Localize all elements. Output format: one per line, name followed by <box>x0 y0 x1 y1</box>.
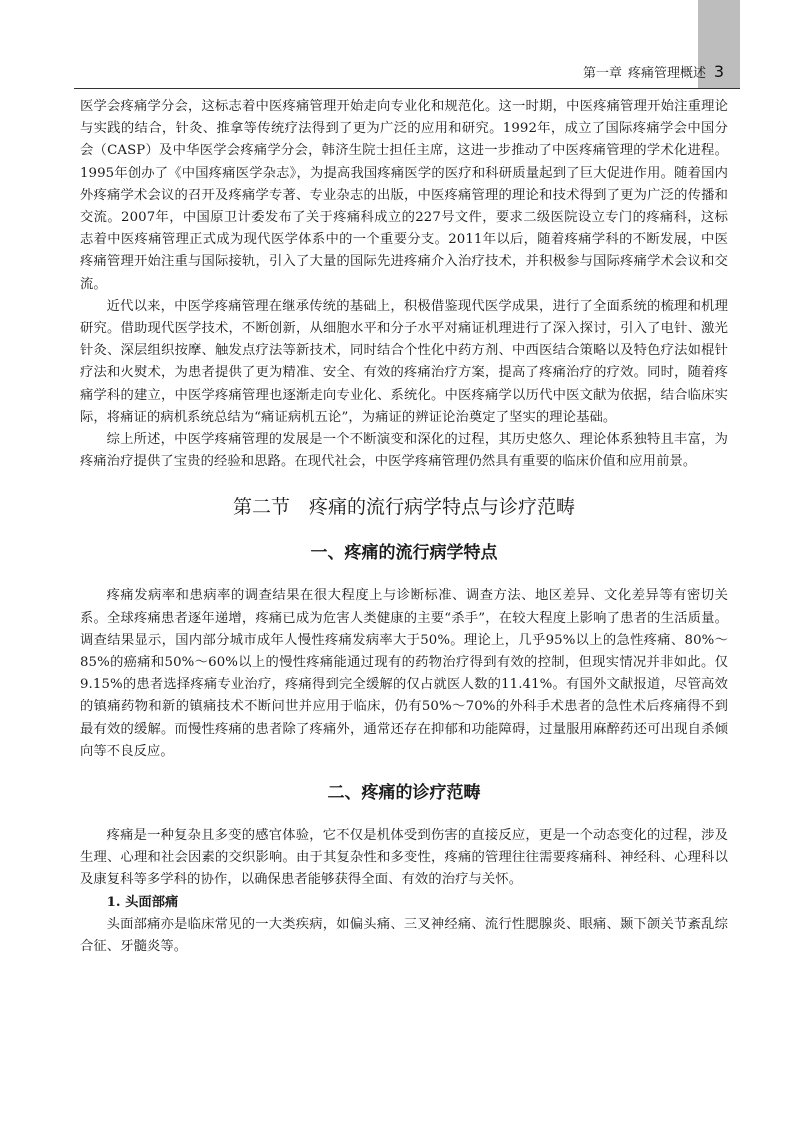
body-paragraph: 医学会疼痛学分会，这标志着中医疼痛管理开始走向专业化和规范化。这一时期，中医疼痛管理开始注重理论与实践的结合，针灸、推拿等传统疗法得到了更为广泛的应用和研究。1992年，成立了国际疼痛学会中国分会（CASP）及中华医学会疼痛学分会，韩济生院士担任主席，这进一步推动了中医疼痛管理的学术化进程。1995年创办了《中国疼痛医学杂志》，为提高我国疼痛医学的医疗和科研质量起到了巨大促进作用。随着国内外疼痛学术会议的召开及疼痛学专著、专业杂志的出版，中医疼痛管理的理论和技术得到了更为广泛的传播和交流。2007年，中国原卫计委发布了关于疼痛科成立的227号文件，要求二级医院设立专门的疼痛科，这标志着中医疼痛管理正式成为现代医学体系中的一个重要分支。2011年以后，随着疼痛学科的不断发展，中医疼痛管理开始注重与国际接轨，引入了大量的国际先进疼痛介入治疗技术，并积极参与国际疼痛学术会议和交流。 <box>80 99 728 292</box>
body-paragraph: 近代以来，中医学疼痛管理在继承传统的基础上，积极借鉴现代医学成果，进行了全面系统的梳理和机理研究。借助现代医学技术，不断创新，从细胞水平和分子水平对痛证机理进行了深入探讨，引入了电针、激光针灸、深层组织按摩、触发点疗法等新技术，同时结合个性化中药方剂、中西医结合策略以及特色疗法如棍针疗法和火熨术，为患者提供了更为精准、安全、有效的疼痛治疗方案，提高了疼痛治疗的疗效。同时，随着疼痛学科的建立，中医学疼痛管理也逐渐走向专业化、系统化。中医疼痛学以历代中医文献为依据，结合临床实际，将痛证的病机系统总结为“痛证病机五论”，为痛证的辨证论治奠定了坚实的理论基础。 <box>80 298 728 425</box>
item-heading: 1. 头面部痛 <box>106 894 179 910</box>
subsection-title: 一、疼痛的流行病学特点 <box>310 543 498 564</box>
header-chapter: 第一章 <box>582 66 622 81</box>
running-header <box>0 64 712 84</box>
page-body <box>80 96 728 958</box>
body-paragraph: 疼痛是一种复杂且多变的感官体验，它不仅是机体受到伤害的直接反应，更是一个动态变化的过程，涉及生理、心理和社会因素的交织影响。由于其复杂性和多变性，疼痛的管理往往需要疼痛科、神经科、心理科以及康复科等多学科的协作，以确保患者能够获得全面、有效的治疗与关怀。 <box>80 828 728 888</box>
subsection-title: 二、疼痛的诊疗范畴 <box>327 783 481 804</box>
header-chapter-title: 疼痛管理概述 <box>627 66 706 81</box>
body-paragraph: 综上所述，中医学疼痛管理的发展是一个不断演变和深化的过程，其历史悠久、理论体系独特且丰富，为疼痛治疗提供了宝贵的经验和思路。在现代社会，中医学疼痛管理仍然具有重要的临床价值和应用前景。 <box>80 432 728 470</box>
body-paragraph: 疼痛发病率和患病率的调查结果在很大程度上与诊断标准、调查方法、地区差异、文化差异等有密切关系。全球疼痛患者逐年递增，疼痛已成为危害人类健康的主要“杀手”，在较大程度上影响了患者的生活质量。调查结果显示，国内部分城市成年人慢性疼痛发病率大于50%。理论上，几乎95%以上的急性疼痛、80%～85%的癌痛和50%～60%以上的慢性疼痛能通过现有的药物治疗得到有效的控制，但现实情况并非如此。仅9.15%的患者选择疼痛专业治疗，疼痛得到完全缓解的仅占就医人数的11.41%。有国外文献报道，尽管高效的镇痛药物和新的镇痛技术不断问世并应用于临床，仍有50%～70%的外科手术患者的急性术后疼痛得不到最有效的缓解。而慢性疼痛的患者除了疼痛外，通常还存在抑郁和功能障碍，过量服用麻醉药还可出现自杀倾向等不良反应。 <box>80 588 728 759</box>
header-rule <box>74 88 740 89</box>
body-paragraph: 头面部痛亦是临床常见的一大类疾病，如偏头痛、三叉神经痛、流行性腮腺炎、眼痛、颞下颌关节紊乱综合征、牙髓炎等。 <box>80 916 728 955</box>
page-number: 3 <box>713 62 725 81</box>
section-title: 第二节 疼痛的流行病学特点与诊疗范畴 <box>232 496 575 519</box>
